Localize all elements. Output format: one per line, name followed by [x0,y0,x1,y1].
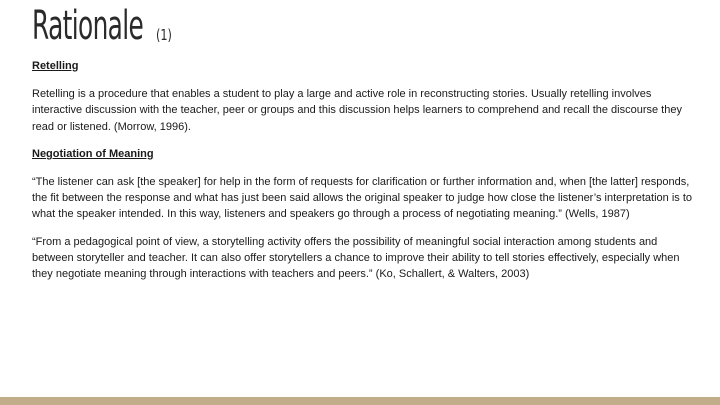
slide-title: Rationale [32,3,144,49]
paragraph-retelling: Retelling is a procedure that enables a student to play a large and active role in reconstructing stories. Usually retelling involves interactive discussion with the teacher, peer or groups and this discussion helps learners to comprehend and recall the discourse they read or listened. (Morrow, 1996). [32,88,682,133]
slide-title-suffix: (1) [156,26,172,44]
section-heading-negotiation-of-meaning: Negotiation of Meaning [32,147,154,160]
slide-content [32,58,692,282]
quote-ko-schallert-walters: “From a pedagogical point of view, a storytelling activity offers the possibility of meaningful social interaction among students and between storyteller and teacher. It can also offer storytellers a chance to improve their ability to tell stories effectively, especially when they negotiate meaning through interactions with teachers and peers.” (Ko, Schallert, & Walters, 2003) [32,235,680,281]
section-heading-retelling: Retelling [32,60,79,72]
quote-wells: “The listener can ask [the speaker] for help in the form of requests for clarification or further information and, when [the latter] responds, the fit between the response and what has just been said allows the original speaker to judge how close the listener’s interpretation is to what the speaker intended. In this way, listeners and speakers go through a process of negotiating meaning.” (Wells, 1987) [32,176,692,221]
title-row [32,4,177,48]
bottom-accent-bar [0,397,720,405]
